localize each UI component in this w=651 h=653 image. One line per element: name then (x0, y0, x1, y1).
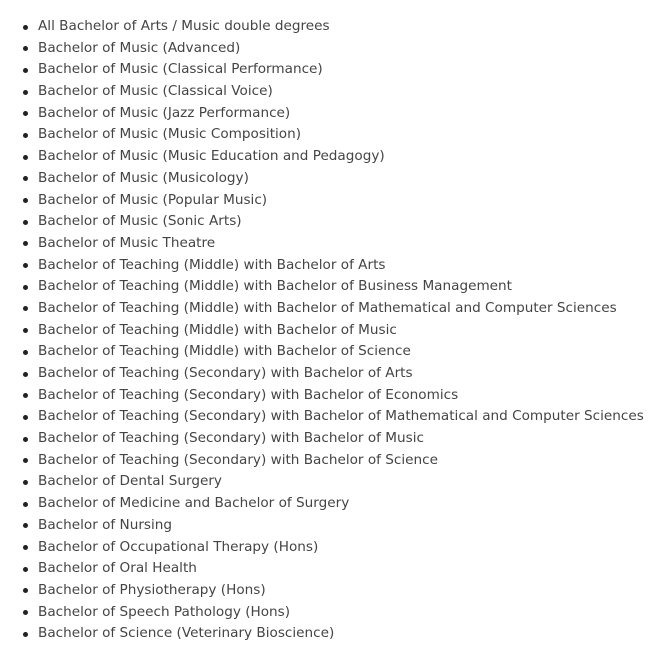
bullet-icon (23, 68, 28, 73)
bullet-icon (23, 480, 28, 485)
list-item (20, 363, 651, 385)
list-item (20, 190, 651, 212)
bullet-icon (23, 393, 28, 398)
list-item (20, 168, 651, 190)
list-item (20, 16, 651, 38)
bullet-icon (23, 25, 28, 30)
bullet-icon (23, 263, 28, 268)
bullet-icon (23, 111, 28, 116)
degree-label: Bachelor of Medicine and Bachelor of Surgery (38, 495, 350, 512)
degree-label: Bachelor of Teaching (Secondary) with Bachelor of Music (38, 430, 424, 447)
degree-label: Bachelor of Physiotherapy (Hons) (38, 581, 266, 598)
bullet-icon (23, 458, 28, 463)
degree-label: Bachelor of Music (Music Education and Pedagogy) (38, 148, 385, 165)
bullet-icon (23, 328, 28, 333)
degree-label: Bachelor of Dental Surgery (38, 473, 222, 490)
bullet-icon (23, 155, 28, 160)
list-item (20, 537, 651, 559)
list-item (20, 493, 651, 515)
list-item (20, 255, 651, 277)
list-item (20, 59, 651, 81)
list-item (20, 233, 651, 255)
degree-label: Bachelor of Music (Musicology) (38, 169, 249, 186)
list-item (20, 558, 651, 580)
degree-label: All Bachelor of Arts / Music double degrees (38, 18, 330, 34)
list-item (20, 428, 651, 450)
bullet-icon (23, 567, 28, 572)
list-item (20, 450, 651, 472)
degree-label: Bachelor of Teaching (Secondary) with Bachelor of Mathematical and Computer Sciences (38, 408, 644, 425)
degree-label: Bachelor of Music (Sonic Arts) (38, 213, 242, 230)
list-item (20, 81, 651, 103)
degree-label: Bachelor of Teaching (Middle) with Bachelor of Business Management (38, 278, 512, 295)
degree-label: Bachelor of Nursing (38, 516, 173, 533)
list-item (20, 103, 651, 125)
list-item (20, 385, 651, 407)
bullet-icon (23, 198, 28, 203)
degree-label: Bachelor of Teaching (Middle) with Bachelor of Arts (38, 256, 386, 273)
degree-label: Bachelor of Occupational Therapy (Hons) (38, 538, 319, 555)
bullet-icon (23, 46, 28, 51)
bullet-icon (23, 502, 28, 507)
degree-label: Bachelor of Music Theatre (38, 234, 216, 251)
degree-label: Bachelor of Speech Pathology (Hons) (38, 603, 291, 620)
degree-label: Bachelor of Music (Music Composition) (38, 126, 302, 143)
degree-label: Bachelor of Oral Health (38, 560, 197, 577)
bullet-icon (23, 306, 28, 311)
list-item (20, 211, 651, 233)
bullet-icon (23, 415, 28, 420)
bullet-icon (23, 523, 28, 528)
degree-label: Bachelor of Teaching (Middle) with Bachelor of Science (38, 343, 411, 360)
list-item (20, 602, 651, 624)
list-item (20, 515, 651, 537)
bullet-icon (23, 176, 28, 181)
degree-label: Bachelor of Music (Classical Voice) (38, 83, 273, 100)
bullet-icon (23, 220, 28, 225)
list-item (20, 320, 651, 342)
degree-label: Bachelor of Teaching (Middle) with Bachelor of Mathematical and Computer Sciences (38, 299, 617, 316)
bullet-icon (23, 545, 28, 550)
bullet-icon (23, 610, 28, 615)
bullet-icon (23, 588, 28, 593)
bullet-icon (23, 350, 28, 355)
degree-label: Bachelor of Music (Advanced) (38, 39, 241, 56)
bullet-icon (23, 241, 28, 246)
degree-label: Bachelor of Science (Veterinary Bioscience) (38, 625, 335, 642)
bullet-icon (23, 372, 28, 377)
degree-label: Bachelor of Teaching (Secondary) with Bachelor of Arts (38, 365, 413, 381)
bullet-icon (23, 90, 28, 95)
list-item (20, 341, 651, 363)
list-item (20, 623, 651, 645)
list-item (20, 406, 651, 428)
degree-label: Bachelor of Music (Popular Music) (38, 191, 268, 208)
degree-label: Bachelor of Music (Classical Performance) (38, 61, 323, 78)
degree-label: Bachelor of Teaching (Middle) with Bachelor of Music (38, 321, 397, 338)
degree-label: Bachelor of Teaching (Secondary) with Bachelor of Economics (38, 386, 459, 403)
bullet-icon (23, 285, 28, 290)
list-item (20, 38, 651, 60)
list-item (20, 580, 651, 602)
list-item (20, 146, 651, 168)
list-item (20, 124, 651, 146)
list-item (20, 298, 651, 320)
bullet-icon (23, 632, 28, 637)
degree-label: Bachelor of Teaching (Secondary) with Bachelor of Science (38, 451, 438, 468)
list-item (20, 471, 651, 493)
bullet-icon (23, 437, 28, 442)
degree-label: Bachelor of Music (Jazz Performance) (38, 104, 291, 121)
list-item (20, 276, 651, 298)
bullet-icon (23, 133, 28, 138)
